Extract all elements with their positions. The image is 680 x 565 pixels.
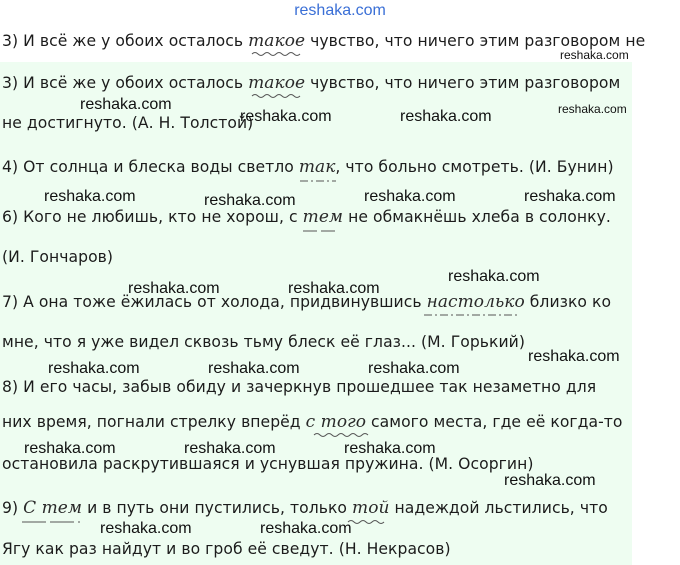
watermark: reshaka.com xyxy=(560,48,629,62)
wavy-underline-mark xyxy=(314,432,368,438)
sentence-9-line-1 xyxy=(2,498,608,518)
watermark: reshaka.com xyxy=(558,102,627,116)
text-fragment: надеждой льстились, что xyxy=(389,499,608,517)
watermark: reshaka.com xyxy=(368,360,460,377)
site-logo[interactable]: reshaka.com xyxy=(294,2,386,19)
text-fragment: чувство, что ничего этим разговором не xyxy=(305,32,646,50)
watermark: reshaka.com xyxy=(204,192,296,209)
watermark: reshaka.com xyxy=(528,348,620,365)
text-fragment: самого места, где её когда-то xyxy=(366,413,623,431)
header-sentence xyxy=(2,31,645,51)
sentence-8-line-2 xyxy=(2,412,623,432)
watermark: reshaka.com xyxy=(100,520,192,537)
text-fragment: и в путь они пустились, только xyxy=(82,499,353,517)
sentence-6-line-1 xyxy=(2,207,611,227)
sentence-7-line-2: мне, что я уже видел сквозь тьму блеск её глаз... (М. Горький) xyxy=(2,333,526,351)
text-fragment: , что больно смотреть. (И. Бунин) xyxy=(335,158,614,176)
dashed-underline-mark xyxy=(303,228,337,234)
sentence-3-line-1 xyxy=(2,73,620,93)
watermark: reshaka.com xyxy=(44,188,136,205)
watermark: reshaka.com xyxy=(208,360,300,377)
watermark: reshaka.com xyxy=(24,440,116,457)
sentence-9-line-2: Ягу как раз найдут и во гроб её сведут. (Н. Некрасов) xyxy=(2,540,451,558)
sentence-6-line-2: (И. Гончаров) xyxy=(2,248,114,266)
sentence-4 xyxy=(2,157,614,177)
text-fragment: 6) Кого не любишь, кто не хорош, с xyxy=(2,208,303,226)
dashed-underline-mark xyxy=(22,519,80,525)
watermark: reshaka.com xyxy=(240,108,332,125)
dash-dot-underline-mark xyxy=(424,312,520,318)
watermark: reshaka.com xyxy=(128,280,220,297)
text-fragment: них время, погнали стрелку вперёд xyxy=(2,413,306,431)
highlighted-word: так xyxy=(298,157,336,177)
text-fragment: 9) xyxy=(2,499,24,517)
sentence-8-line-3: остановила раскрутившаяся и уснувшая пружина. (М. Осоргин) xyxy=(2,455,534,473)
watermark: reshaka.com xyxy=(184,440,276,457)
wavy-underline-mark xyxy=(252,93,300,99)
text-fragment: не обмакнёшь хлеба в солонку. xyxy=(343,208,611,226)
watermark: reshaka.com xyxy=(344,440,436,457)
watermark: reshaka.com xyxy=(48,360,140,377)
watermark: reshaka.com xyxy=(260,520,352,537)
highlighted-word: такое xyxy=(248,31,306,51)
text-fragment: чувство, что ничего этим разговором xyxy=(305,74,621,92)
watermark: reshaka.com xyxy=(448,268,540,285)
text-fragment: 7) А она тоже ёжилась от холода, придвинувшись xyxy=(2,293,427,311)
highlighted-word: тем xyxy=(302,207,344,227)
watermark: reshaka.com xyxy=(400,108,492,125)
highlighted-word: той xyxy=(352,498,390,518)
highlighted-word: с того xyxy=(305,412,367,432)
watermark: reshaka.com xyxy=(504,472,596,489)
watermark: reshaka.com xyxy=(524,188,616,205)
text-fragment: 3) И всё же у обоих осталось xyxy=(2,74,249,92)
watermark: reshaka.com xyxy=(288,280,380,297)
text-fragment: 4) От солнца и блеска воды светло xyxy=(2,158,299,176)
wavy-underline-mark xyxy=(348,519,382,525)
watermark: reshaka.com xyxy=(80,96,172,113)
watermark: reshaka.com xyxy=(364,188,456,205)
sentence-8-line-1: 8) И его часы, забыв обиду и зачеркнув прошедшее так незаметно для xyxy=(2,378,597,396)
highlighted-word: такое xyxy=(248,73,306,93)
highlighted-word: настолько xyxy=(426,292,525,312)
wavy-underline-mark xyxy=(252,51,300,57)
highlighted-word: С тем xyxy=(23,498,83,518)
text-fragment: близко ко xyxy=(524,293,612,311)
dash-dot-underline-mark xyxy=(300,178,336,184)
text-fragment: 3) И всё же у обоих осталось xyxy=(2,32,249,50)
sentence-3-line-2: не достигнуто. (А. Н. Толстой) xyxy=(2,114,254,132)
